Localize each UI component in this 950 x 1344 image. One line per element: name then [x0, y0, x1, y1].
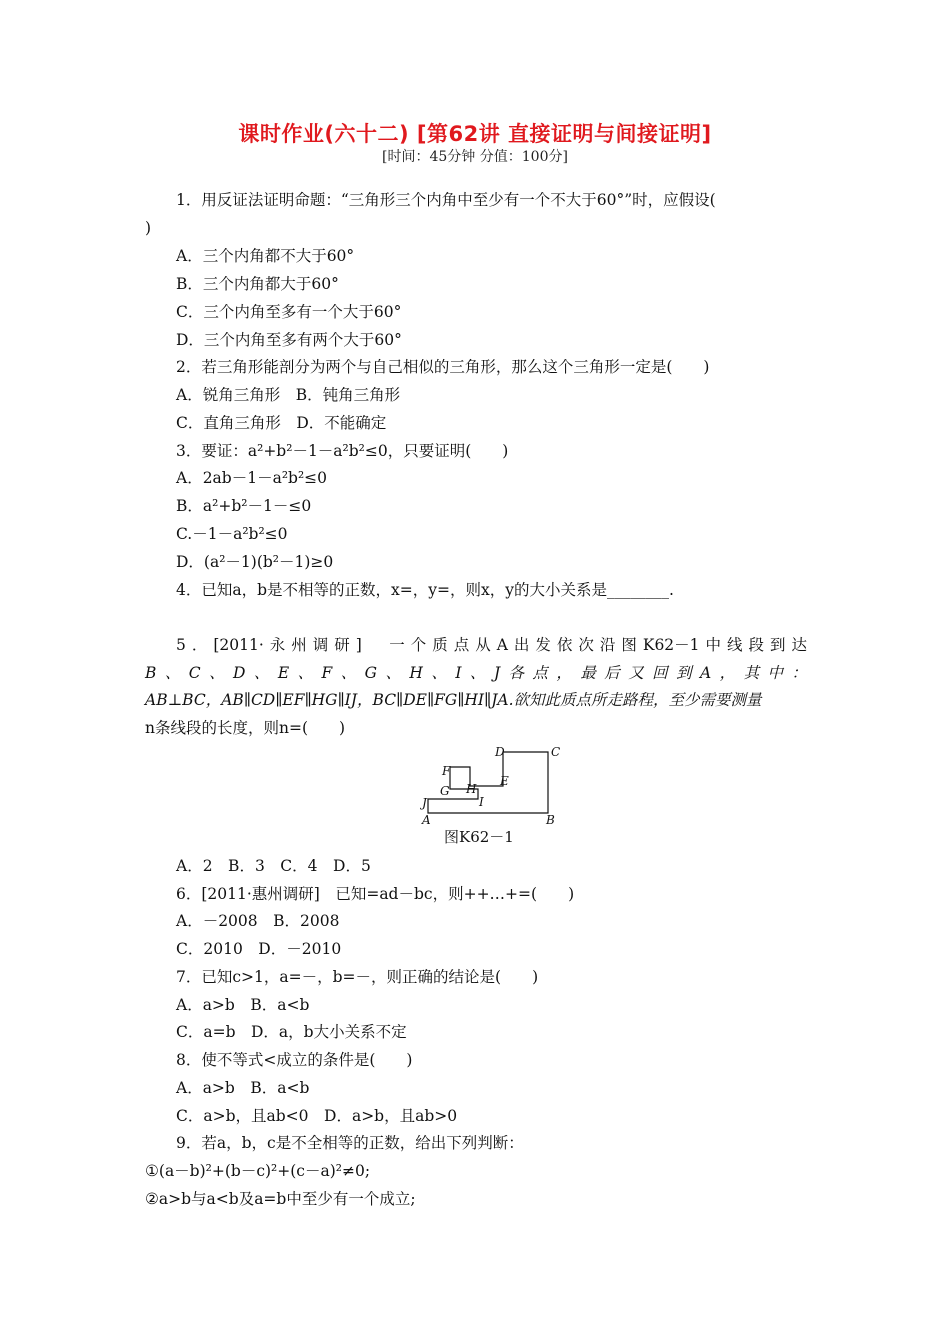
label-h: H	[466, 782, 477, 796]
q1-stem: 1．用反证法证明命题：“三角形三个内角中至少有一个不大于60°”时，应假设(	[176, 191, 716, 209]
label-b: B	[546, 813, 555, 827]
q7-stem: 7．已知c>1，a=－，b=－，则正确的结论是( )	[176, 968, 539, 986]
q3-stem: 3．要证：a²+b²－1－a²b²≤0，只要证明( )	[176, 442, 509, 460]
page-subtitle: [时间：45分钟 分值：100分]	[382, 149, 568, 165]
q2-options-ab: A．锐角三角形 B．钝角三角形	[176, 386, 401, 404]
label-a: A	[422, 813, 431, 827]
q9-stem: 9．若a，b，c是不全相等的正数，给出下列判断：	[176, 1134, 524, 1152]
figure-path	[428, 752, 548, 813]
q7-options-ab: A．a>b B．a<b	[176, 996, 310, 1014]
q4-stem: 4．已知a，b是不相等的正数，x=，y=，则x，y的大小关系是________.	[176, 581, 674, 599]
q1-stem-end: )	[145, 219, 152, 237]
q5-line-3: AB⊥BC，AB∥CD∥EF∥HG∥IJ，BC∥DE∥FG∥HI∥JA.欲知此质点所走路程，至少需要测量	[145, 691, 762, 709]
q5-options: A．2 B．3 C．4 D．5	[176, 857, 371, 875]
q6-options-cd: C．2010 D．－2010	[176, 940, 342, 958]
label-e: E	[500, 774, 509, 788]
q1-option-c: C．三个内角至多有一个大于60°	[176, 303, 402, 321]
q8-options-ab: A．a>b B．a<b	[176, 1079, 310, 1097]
q1-option-d: D．三个内角至多有两个大于60°	[176, 331, 402, 349]
q5-paragraph	[145, 632, 807, 742]
q8-stem: 8．使不等式<成立的条件是( )	[176, 1051, 413, 1069]
q9-judgement-2: ②a>b与a<b及a=b中至少有一个成立;	[145, 1190, 416, 1208]
q5-line-1: 5．[2011·永州调研] 一个质点从A出发依次沿图K62－1中线段到达	[176, 636, 807, 654]
q5-line-4: n条线段的长度，则n=( )	[145, 718, 346, 737]
page-title: 课时作业(六十二) [第62讲 直接证明与间接证明]	[238, 122, 712, 146]
q3-option-d: D．(a²－1)(b²－1)≥0	[176, 553, 334, 571]
label-c: C	[551, 745, 561, 759]
label-d: D	[495, 745, 505, 759]
label-g: G	[440, 784, 450, 798]
q3-option-a: A．2ab－1－a²b²≤0	[176, 469, 328, 487]
q6-options-ab: A．－2008 B．2008	[176, 912, 340, 930]
figure-caption: 图K62－1	[444, 828, 514, 846]
q1-option-a: A．三个内角都不大于60°	[176, 247, 355, 265]
q6-stem: 6．[2011·惠州调研] 已知=ad－bc，则++…+=( )	[176, 885, 575, 903]
label-f: F	[442, 764, 451, 778]
staircase-figure	[418, 742, 568, 832]
q8-options-cd: C．a>b，且ab<0 D．a>b，且ab>0	[176, 1107, 458, 1125]
q2-stem: 2．若三角形能剖分为两个与自己相似的三角形，那么这个三角形一定是( )	[176, 358, 710, 376]
q3-option-b: B．a²+b²－1－≤0	[176, 497, 312, 515]
q5-line-2: B、C、D、E、F、G、H、I、J各点，最后又回到A，其中：	[145, 663, 807, 682]
q9-judgement-1: ①(a－b)²+(b－c)²+(c－a)²≠0;	[145, 1162, 371, 1180]
label-i: I	[479, 795, 484, 809]
q2-options-cd: C．直角三角形 D．不能确定	[176, 414, 387, 432]
q1-option-b: B．三个内角都大于60°	[176, 275, 339, 293]
q7-options-cd: C．a=b D．a，b大小关系不定	[176, 1023, 407, 1041]
label-j: J	[422, 796, 427, 810]
q3-option-c: C.－1－a²b²≤0	[176, 525, 288, 543]
